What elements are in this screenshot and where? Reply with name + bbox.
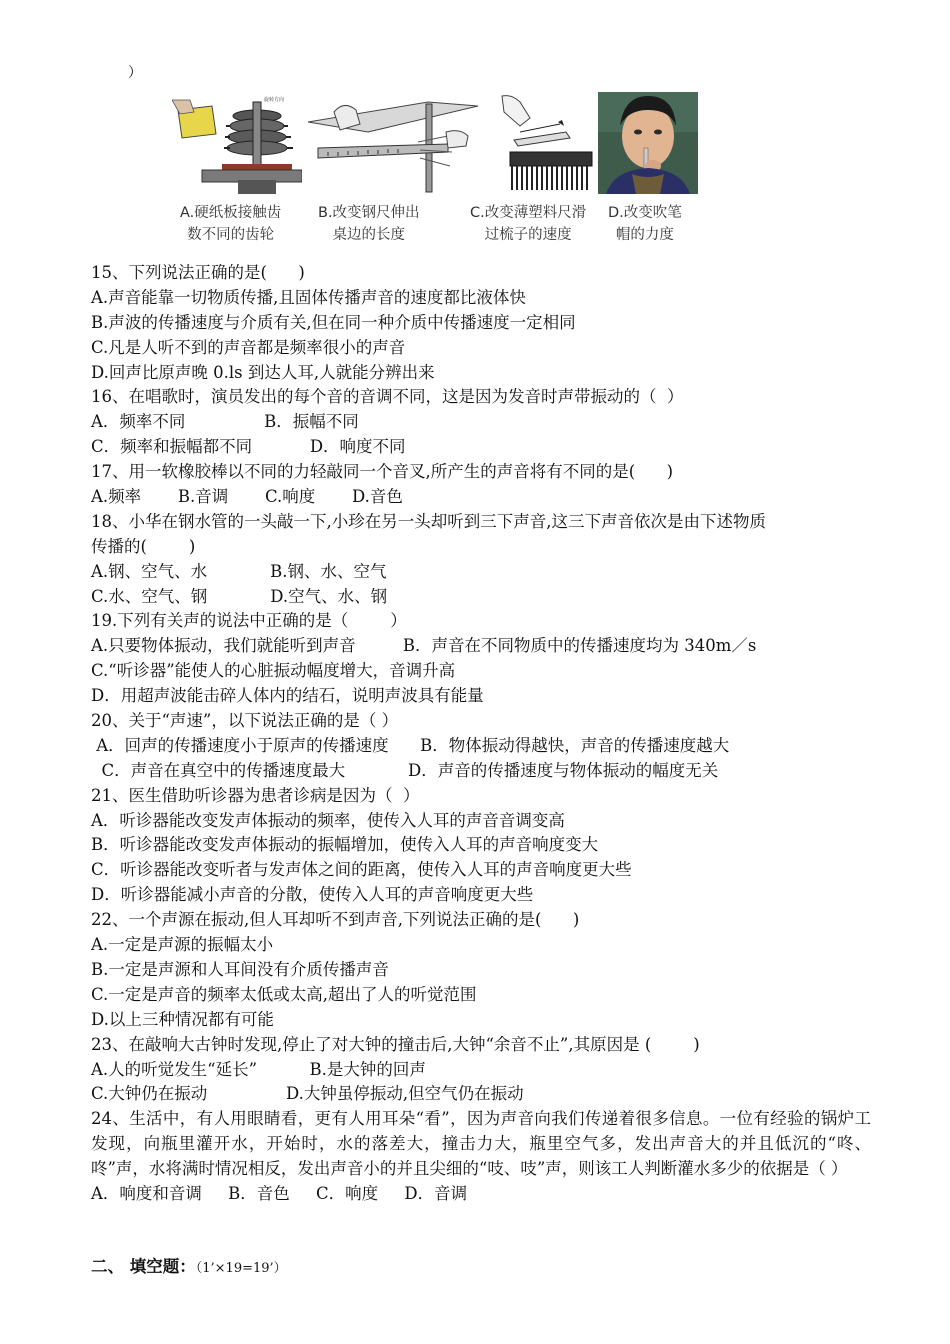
q23-stem: 23、在敲响大古钟时发现,停止了对大钟的撞击后,大钟“余音不止”,其原因是 ( ) [91,1034,700,1054]
q18-options-cd: C.水、空气、钢 D.空气、水、钢 [91,586,388,606]
q15-option-c: C.凡是人听不到的声音都是频率很小的声音 [91,337,406,357]
q18-stem-line1: 18、小华在钢水管的一头敲一下,小珍在另一头却听到三下声音,这三下声音依次是由下述物质 [91,511,766,531]
section-heading-fill-in [91,1255,287,1281]
q22-option-c: C.一定是声音的频率太低或太高,超出了人的听觉范围 [91,984,477,1004]
q15-option-d: D.回声比原声晚 0.ls 到达人耳,人就能分辨出来 [91,362,435,382]
figure-c-comb-illustration [484,92,596,197]
q16-options-ab: A．频率不同 B．振幅不同 [91,412,359,432]
q21-option-c: C．听诊器能改变听者与发声体之间的距离，使传入人耳的声音响度更大些 [91,860,632,880]
q21-stem: 21、医生借助听诊器为患者诊病是因为（ ） [91,785,420,805]
section-colon: ： [179,1257,196,1276]
q22-option-b: B.一定是声源和人耳间没有介质传播声音 [91,959,389,979]
q18-stem-line2: 传播的( ) [91,536,196,556]
q20-stem: 20、关于“声速”，以下说法正确的是（ ） [91,711,399,731]
q23-options-cd: C.大钟仍在振动 D.大钟虽停振动,但空气仍在振动 [91,1084,524,1104]
figure-a-gear-illustration [172,92,302,197]
figure-b-caption: B.改变钢尺伸出 桌边的长度 [318,205,420,243]
question-list [91,261,871,1207]
q21-option-a: A．听诊器能改变发声体振动的频率，使传入人耳的声音音调变高 [91,810,565,830]
q16-options-cd: C．频率和振幅都不同 D．响度不同 [91,437,406,457]
q21-option-b: B．听诊器能改变发声体振动的振幅增加，使传入人耳的声音响度变大 [91,835,599,855]
q17-options: A.频率 B.音调 C.响度 D.音色 [91,487,403,507]
q15-option-a: A.声音能靠一切物质传播,且固体传播声音的速度都比液体快 [91,287,526,307]
q20-options-cd: C．声音在真空中的传播速度最大 D．声音的传播速度与物体振动的幅度无关 [91,760,719,780]
q16-stem: 16、在唱歌时，演员发出的每个音的音调不同，这是因为发音时声带振动的（ ） [91,387,684,407]
q22-option-a: A.一定是声源的振幅太小 [91,935,274,955]
figure-b-ruler-illustration [308,92,483,197]
q19-stem: 19.下列有关声的说法中正确的是（ ） [91,611,407,631]
q19-option-c: C.“听诊器”能使人的心脏振动幅度增大，音调升高 [91,661,456,681]
q21-option-d: D．听诊器能减小声音的分散，使传入人耳的声音响度更大些 [91,885,534,905]
figure-row [172,92,702,250]
top-paren: ） [128,65,142,81]
figure-c-caption: C.改变薄塑料尺滑 过梳子的速度 [470,205,587,243]
section-score: （1’×19=19’） [195,1261,287,1276]
figure-a-caption: A.硬纸板接触齿 数不同的齿轮 [180,205,282,243]
q19-options-ab: A.只要物体振动，我们就能听到声音 B．声音在不同物质中的传播速度均为 340m／s [91,636,757,656]
q18-options-ab: A.钢、空气、水 B.钢、水、空气 [91,561,387,581]
section-label: 二、 填空题 [91,1257,180,1276]
q24-options: A．响度和音调 B．音色 C．响度 D．音调 [91,1184,468,1203]
q23-options-ab: A.人的听觉发生“延长” B.是大钟的回声 [91,1059,426,1079]
q19-option-d: D．用超声波能击碎人体内的结石，说明声波具有能量 [91,686,484,706]
q15-stem: 15、下列说法正确的是( ) [91,263,305,282]
rotation-direction-tag: 旋转方向 [264,97,285,103]
figure-d-boy-photo [598,92,698,194]
q22-option-d: D.以上三种情况都有可能 [91,1009,274,1029]
q22-stem: 22、一个声源在振动,但人耳却听不到声音,下列说法正确的是( ) [91,910,580,930]
q15-option-b: B.声波的传播速度与介质有关,但在同一种介质中传播速度一定相同 [91,312,576,332]
figure-d-caption: D.改变吹笔 帽的力度 [608,205,682,243]
q17-stem: 17、用一软橡胶棒以不同的力轻敲同一个音叉,所产生的声音将有不同的是( ) [91,462,674,482]
q24-stem: 24、生活中，有人用眼睛看，更有人用耳朵“看”，因为声音向我们传递着很多信息。一位有经验的锅炉工发现，向瓶里灌开水，开始时，水的落差大，撞击力大，瓶里空气多，发出声音大的并且低沉的“咚、咚”声，水将满时情况相反，发出声音小的并且尖细的“吱、吱”声，则该工人判断灌水多少的依据是（ ） [91,1109,871,1179]
q20-options-ab: A．回声的传播速度小于原声的传播速度 B．物体振动得越快，声音的传播速度越大 [91,735,730,755]
